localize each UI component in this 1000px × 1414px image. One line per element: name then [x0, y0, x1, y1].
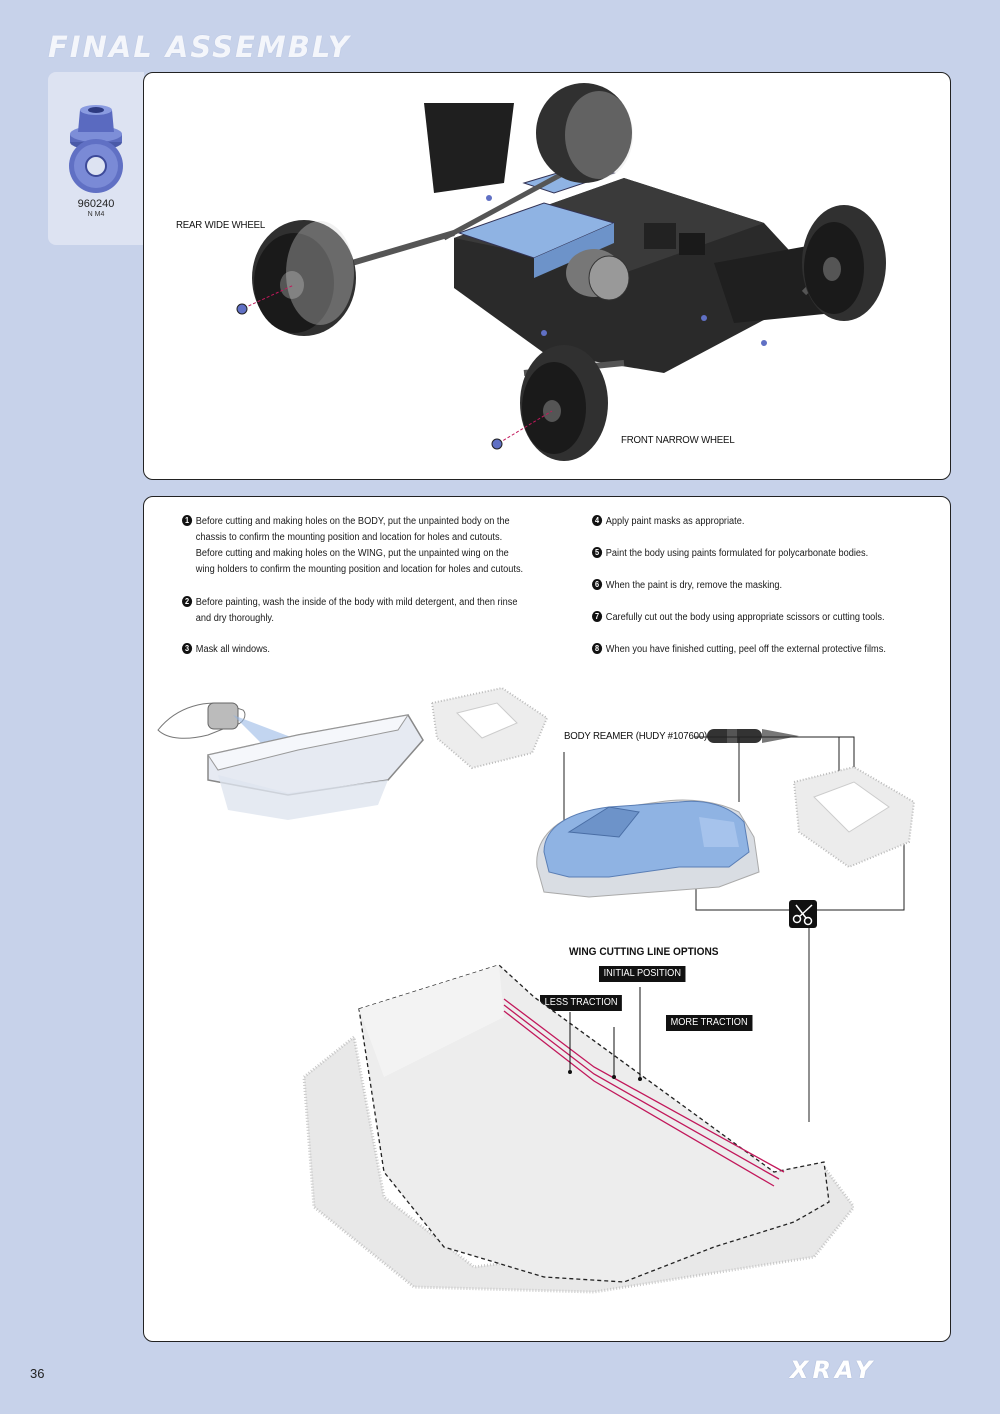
step-number: 2 [182, 596, 192, 607]
body-underside-illustration [789, 762, 919, 872]
page-title: FINAL ASSEMBLY [48, 30, 351, 64]
brand-logo: XRAY [790, 1356, 877, 1384]
step-text: and dry thoroughly. [195, 613, 274, 624]
label-rear-wide-wheel: REAR WIDE WHEEL [176, 219, 266, 231]
painted-body-shell [529, 777, 779, 917]
chassis-illustration [144, 73, 950, 479]
step-number: 8 [592, 643, 602, 654]
tag-more-traction: MORE TRACTION [666, 1015, 752, 1031]
step-number: 7 [592, 611, 602, 622]
step-number: 3 [182, 643, 192, 654]
wing-cutting-title: WING CUTTING LINE OPTIONS [569, 946, 719, 958]
washer-icon [68, 138, 124, 194]
part-code: 960240 [77, 198, 115, 210]
step-number: 6 [592, 579, 602, 590]
step-text: Paint the body using paints formulated for polycarbonate bodies. [605, 548, 869, 559]
chassis-illustration-panel [143, 72, 951, 480]
parts-tab [48, 72, 144, 245]
step-text: Before cutting and making holes on the BODY, put the unpainted body on the [195, 516, 510, 527]
step-text: Before cutting and making holes on the WING, put the unpainted wing on the [195, 548, 509, 559]
wing-cutting-illustration [294, 957, 854, 1297]
step-text: Before painting, wash the inside of the body with mild detergent, and then rinse [195, 597, 518, 608]
tag-initial-position: INITIAL POSITION [599, 966, 686, 982]
step-text: Mask all windows. [195, 644, 270, 655]
body-preparation-panel [143, 496, 951, 1342]
step-number: 1 [182, 515, 192, 526]
page-number: 36 [30, 1366, 45, 1381]
label-body-reamer: BODY REAMER (HUDY #107600) [564, 730, 708, 742]
step-text: chassis to confirm the mounting position and location for holes and cutouts. [195, 532, 503, 543]
label-front-narrow-wheel: FRONT NARROW WHEEL [621, 434, 735, 446]
step-text: When the paint is dry, remove the masking. [605, 580, 783, 591]
step-text: Carefully cut out the body using appropriate scissors or cutting tools. [605, 612, 885, 623]
step-text: Apply paint masks as appropriate. [605, 516, 745, 527]
scissors-cut-icon [788, 899, 818, 929]
step-text: wing holders to confirm the mounting position and location for holes and cutouts. [195, 564, 524, 575]
step-number: 4 [592, 515, 602, 526]
part-description: N M4 [87, 211, 105, 218]
step-number: 5 [592, 547, 602, 558]
step-text: When you have finished cutting, peel off the external protective films. [605, 644, 886, 655]
tag-less-traction: LESS TRACTION [540, 995, 622, 1011]
